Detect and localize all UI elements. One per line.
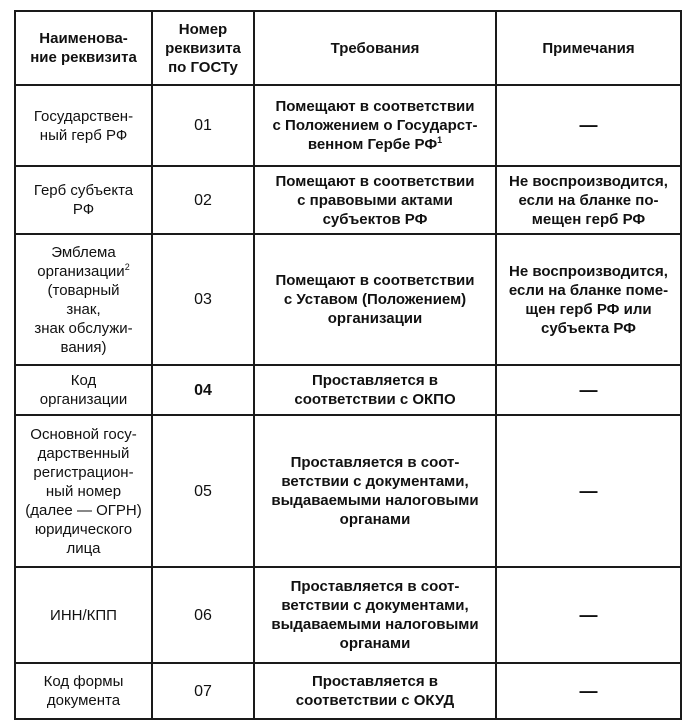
cell-number: 04 xyxy=(152,365,254,415)
cell-number: 02 xyxy=(152,166,254,234)
requirements-text: Помещают в соответствии с Положением о Государст- венном Гербе РФ xyxy=(272,98,478,153)
header-requirements: Требования xyxy=(254,11,496,85)
cell-notes: — xyxy=(496,85,681,166)
cell-requirements xyxy=(254,85,496,166)
table-row xyxy=(15,365,681,415)
cell-notes: Не воспроизводится, если на бланке по- мещен герб РФ xyxy=(496,166,681,234)
cell-requirements: Проставляется в соот- ветствии с документами, выдаваемыми налоговыми органами xyxy=(254,567,496,663)
cell-notes: — xyxy=(496,663,681,719)
cell-name xyxy=(15,234,152,365)
cell-requirements: Проставляется в соответствии с ОКПО xyxy=(254,365,496,415)
name-text: Эмблема организации xyxy=(37,243,125,280)
gost-requisites-table xyxy=(14,10,682,720)
cell-name: Код организации xyxy=(15,365,152,415)
cell-number: 03 xyxy=(152,234,254,365)
cell-requirements: Проставляется в соот- ветствии с документами, выдаваемыми налоговыми органами xyxy=(254,415,496,567)
cell-name: Основной госу- дарственный регистрацион- ный номер (далее — ОГРН) юридического лица xyxy=(15,415,152,567)
name-text-rest: (товарный знак, знак обслужи- вания) xyxy=(34,281,133,356)
cell-number: 07 xyxy=(152,663,254,719)
table-row xyxy=(15,234,681,365)
cell-number: 05 xyxy=(152,415,254,567)
cell-number: 06 xyxy=(152,567,254,663)
header-row xyxy=(15,11,681,85)
cell-requirements: Проставляется в соответствии с ОКУД xyxy=(254,663,496,719)
footnote-marker: 2 xyxy=(124,261,130,272)
footnote-marker: 1 xyxy=(437,135,443,145)
cell-requirements: Помещают в соответствии с Уставом (Положением) организации xyxy=(254,234,496,365)
cell-requirements: Помещают в соответствии с правовыми актами субъектов РФ xyxy=(254,166,496,234)
cell-notes: — xyxy=(496,567,681,663)
table-row xyxy=(15,415,681,567)
header-name: Наименова- ние реквизита xyxy=(15,11,152,85)
table-row xyxy=(15,166,681,234)
cell-notes: Не воспроизводится, если на бланке поме- щен герб РФ или субъекта РФ xyxy=(496,234,681,365)
cell-name: ИНН/КПП xyxy=(15,567,152,663)
cell-name: Код формы документа xyxy=(15,663,152,719)
cell-notes: — xyxy=(496,415,681,567)
header-number: Номер реквизита по ГОСТу xyxy=(152,11,254,85)
cell-name: Государствен- ный герб РФ xyxy=(15,85,152,166)
table-row xyxy=(15,567,681,663)
cell-notes: — xyxy=(496,365,681,415)
header-notes: Примечания xyxy=(496,11,681,85)
cell-name: Герб субъекта РФ xyxy=(15,166,152,234)
table-row xyxy=(15,663,681,719)
cell-number: 01 xyxy=(152,85,254,166)
table-row xyxy=(15,85,681,166)
